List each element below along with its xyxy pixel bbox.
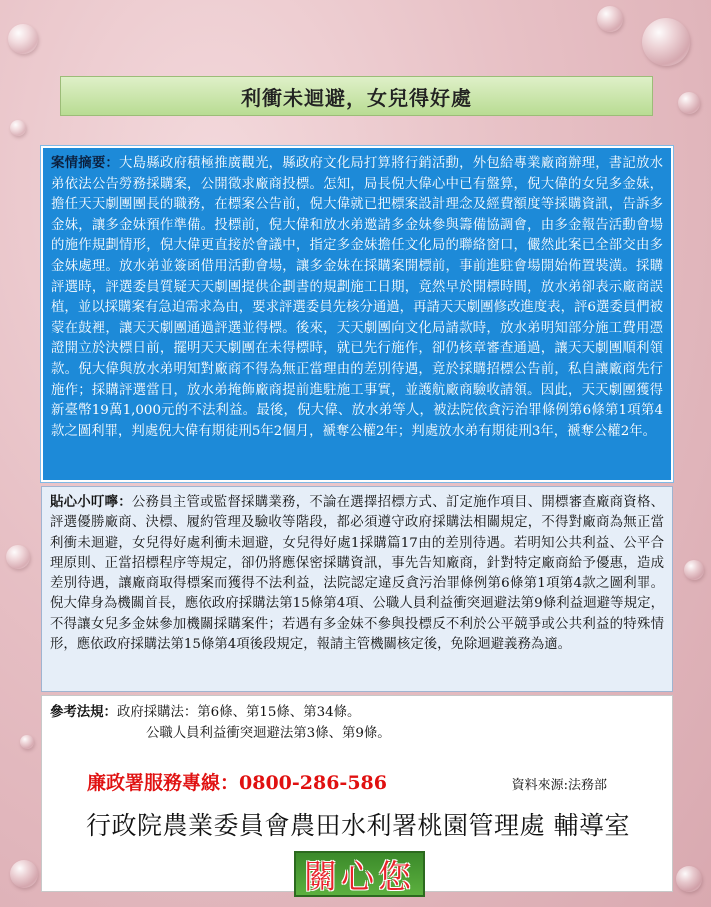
- case-summary-heading: 案情摘要：: [51, 155, 120, 171]
- page-title-text: 利衝未迴避，女兒得好處: [241, 85, 472, 110]
- water-drop-decoration: [597, 6, 623, 32]
- organization-name: 行政院農業委員會農田水利署桃園管理處 輔導室: [86, 811, 630, 840]
- water-drop-decoration: [684, 560, 704, 580]
- tips-box: [41, 486, 673, 692]
- water-drop-decoration: [10, 860, 38, 888]
- tips-heading: 貼心小叮嚀：: [50, 494, 132, 510]
- case-summary-box: [41, 146, 673, 482]
- source-text: 資料來源:法務部: [511, 778, 607, 793]
- care-text: 關心您: [304, 856, 415, 896]
- care-badge: [294, 851, 425, 897]
- water-drop-decoration: [10, 120, 26, 136]
- tips-text: 公務員主管或監督採購業務，不論在選擇招標方式、訂定施作項目、開標審查廠商資格、評選優勝廠商、決標、履約管理及驗收等階段，都必須遵守政府採購法相關規定，不得對廠商為無正當利衝未迴避，女兒得好處利衝未迴避，女兒得好處1採購篇17由的差別待遇。若明知公共利益、公平合理原則、正當招標程序等規定，卻仍將應保密採購資訊，事先告知廠商，針對特定廠商給予優惠，造成差別待遇，讓廠商取得標案而獲得不法利益，法院認定違反貪污治罪條例第6條第1項第4款之圖利罪。倪大偉身為機關首長，應依政府採購法第15條第4項、公職人員利益衝突迴避法第9條利益迴避等規定，不得讓女兒多金妹參加機關採購案件；若遇有多金妹不參與投標反不利於公平競爭或公共利益的特殊情形，應依政府採購法第15條第4項後段規定，報請主管機關核定後，免除迴避義務為適。: [50, 495, 665, 653]
- water-drop-decoration: [676, 866, 702, 892]
- references-law-2: 公職人員利益衝突迴避法第3條、第9條。: [146, 726, 391, 741]
- references-row: [50, 702, 664, 723]
- water-drop-decoration: [6, 545, 30, 569]
- water-drop-decoration: [8, 24, 38, 54]
- hotline-text: 廉政署服務專線：0800-286-586: [87, 772, 387, 794]
- references-law-1: 政府採購法：第6條、第15條、第34條。: [116, 705, 361, 720]
- contact-row: [87, 768, 607, 795]
- water-drop-decoration: [642, 18, 690, 66]
- case-summary-text: 大島縣政府積極推廣觀光，縣政府文化局打算將行銷活動，外包給專業廠商辦理，書記放水弟依法公告勞務採購案，公開徵求廠商投標。怎知，局長倪大偉心中已有盤算，倪大偉的女兒多金妹，擔任天天劇團團長的職務，在標案公告前，倪大偉就已把標案設計理念及經費額度等採購資訊，告訴多金妹，讓多金妹預作準備。投標前，倪大偉和放水弟邀請多金妹參與籌備協調會，由多金報告活動會場的施作規劃情形，倪大偉更直接於會議中，指定多金妹擔任文化局的聯絡窗口，儼然此案已全部交由多金妹處理。放水弟並簽函借用活動會場，讓多金妹在採購案開標前，事前進駐會場開始佈置裝潢。採購評選時，評選委員質疑天天劇團提供企劃書的規劃施工日期，竟然早於開標時間，放水弟卻表示廠商誤植，並以採購案有急迫需求為由，要求評選委員先核分通過，再請天天劇團修改進度表，評6選委員們被蒙在鼓裡，讓天天劇團通過評選並得標。後來，天天劇團向文化局請款時，放水弟明知部分施工費用憑證開立於決標日前，擺明天天劇團在未得標時，就已先行施作，卻仍核章審查通過，讓天天劇團順利領款。倪大偉與放水弟明知對廠商不得為無正當理由的差別待遇，竟於採購招標公告前，私自讓廠商先行施作；採購評選當日，放水弟掩飾廠商提前進駐施工事實，並護航廠商驗收請領。因此，天天劇團獲得新臺幣19萬1,000元的不法利益。最後，倪大偉、放水弟等人，被法院依貪污治罪條例第6條第1項第4款之圖利罪，判處倪大偉有期徒刑5年2個月，褫奪公權2年；判處放水弟有期徒刑3年，褫奪公權2年。: [51, 156, 664, 439]
- water-drop-decoration: [678, 92, 700, 114]
- references-heading: 參考法規：: [50, 704, 117, 720]
- water-drop-decoration: [20, 735, 34, 749]
- page-title: [60, 76, 653, 116]
